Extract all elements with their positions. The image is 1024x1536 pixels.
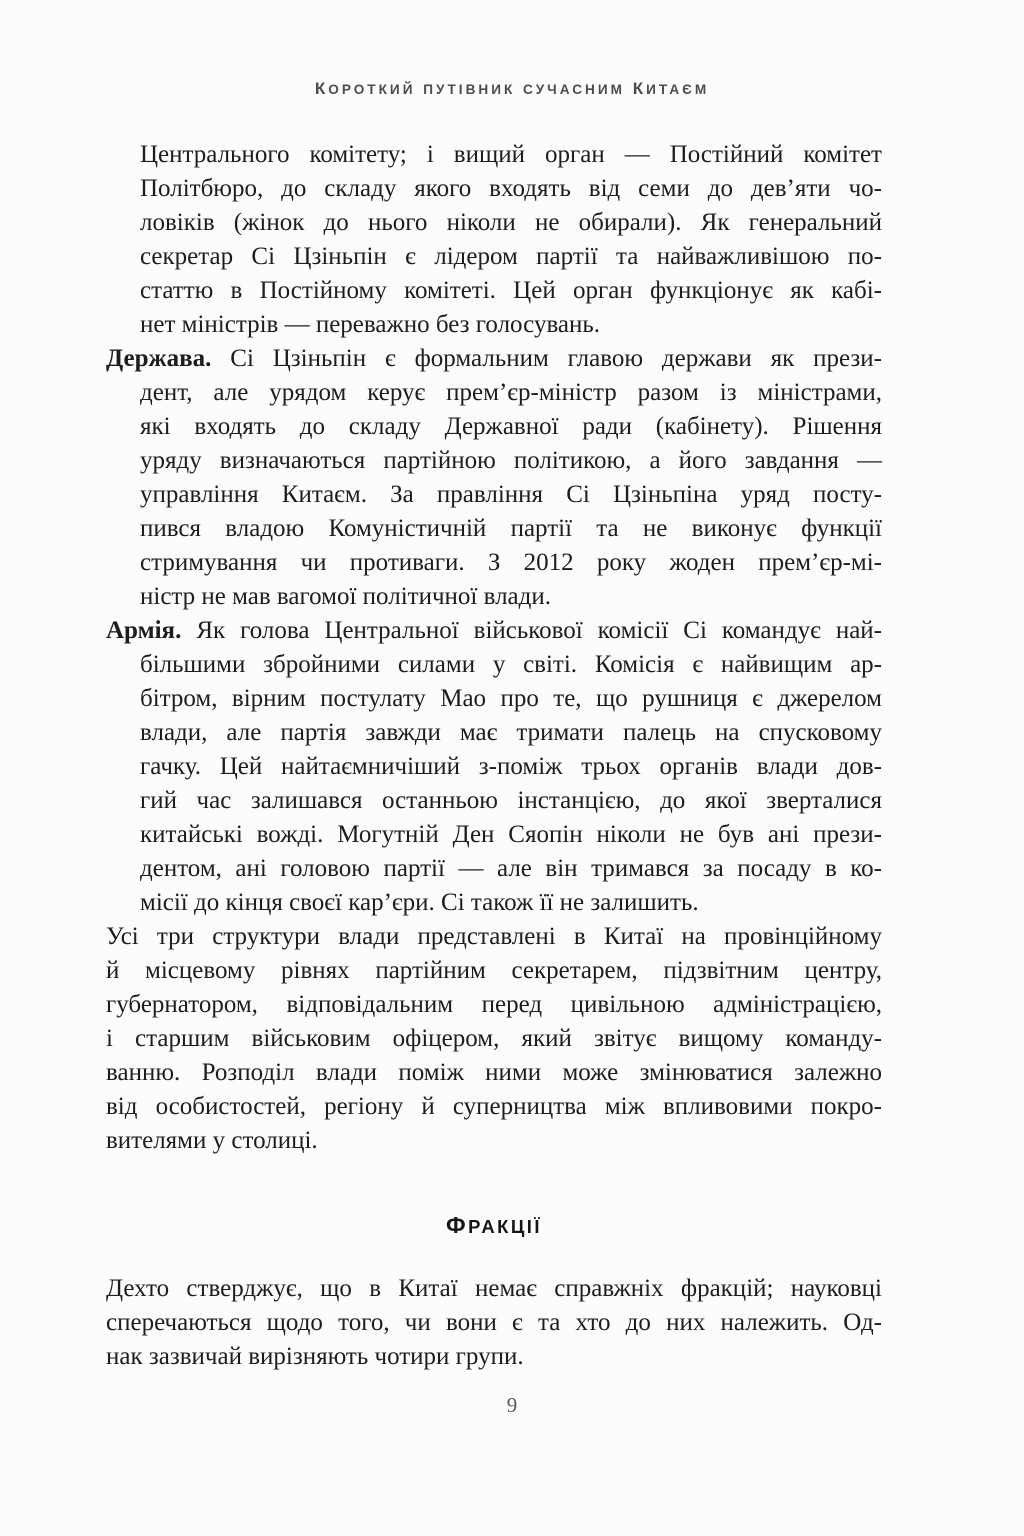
text-line: нак зазвичай вирізняють чотири групи. — [106, 1343, 524, 1370]
text-line: Дехто стверджує, що в Китаї немає справжніх фракцій; науковці — [106, 1275, 882, 1302]
text-line: секретар Сі Цзіньпін є лідером партії та найважливішою по- — [140, 243, 882, 270]
paragraph-three-structures — [106, 920, 882, 1158]
text-line: Політбюро, до складу якого входять від семи до дев’яти чо- — [140, 175, 882, 202]
text-line: які входять до складу Державної ради (кабінету). Рішення — [140, 413, 882, 440]
text-line: гачку. Цей найтаємничіший з-поміж трьох органів влади дов- — [140, 753, 882, 780]
text-line: і старшим військовим офіцером, який звітує вищому команду- — [106, 1025, 882, 1052]
text-line: Армія. Як голова Центральної військової комісії Сі командує най- — [106, 617, 882, 644]
text-line: уряду визначаються партійною політикою, а його завдання — — [140, 447, 882, 474]
entry-label: Держава. — [106, 345, 212, 372]
running-header: КОРОТКИЙ ПУТІВНИК СУЧАСНИМ КИТАЄМ — [314, 79, 710, 98]
text-line: від особистостей, регіону й суперництва між впливовими покро- — [106, 1093, 882, 1120]
section-heading-fractions: ФРАКЦІЇ — [446, 1212, 542, 1238]
text-line: нет міністрів — переважно без голосувань. — [140, 311, 601, 338]
entry-label: Армія. — [106, 617, 182, 644]
text-line: китайські вожді. Могутній Ден Сяопін ніколи не був ані прези- — [140, 821, 882, 848]
entry-armiia — [106, 614, 882, 920]
text-line: гий час залишався останньою інстанцією, до якої зверталися — [140, 787, 882, 814]
text-line: місії до кінця своєї кар’єри. Сі також її не залишить. — [140, 889, 699, 916]
text-line: ністр не мав вагомої політичної влади. — [140, 583, 551, 610]
text-line: й місцевому рівнях партійним секретарем, підзвітним центру, — [106, 957, 882, 984]
text-line: дент, але урядом керує прем’єр-міністр разом із міністрами, — [140, 379, 882, 406]
text-line: губернатором, відповідальним перед цивільною адміністрацією, — [106, 991, 882, 1018]
text-line: Усі три структури влади представлені в Китаї на провінційному — [106, 923, 882, 950]
text-line: статтю в Постійному комітеті. Цей орган функціонує як кабі- — [140, 277, 882, 304]
text-line: ванню. Розподіл влади поміж ними може змінюватися залежно — [106, 1059, 882, 1086]
paragraph-factions-intro — [106, 1272, 882, 1374]
text-line: Держава. Сі Цзіньпін є формальним главою держави як прези- — [106, 345, 882, 372]
text-line: влади, але партія завжди має тримати палець на спусковому — [140, 719, 882, 746]
text-line: Центрального комітету; і вищий орган — Постійний комітет — [140, 141, 882, 168]
text-column — [106, 138, 882, 1374]
text-line: бітром, вірним постулату Мао про те, що рушниця є джерелом — [140, 685, 882, 712]
entry-derzhava — [106, 342, 882, 614]
text-line: ловіків (жінок до нього ніколи не обирали). Як генеральний — [140, 209, 882, 236]
text-line: управління Китаєм. За правління Сі Цзіньпіна уряд посту- — [140, 481, 882, 508]
text-line: вителями у столиці. — [106, 1127, 318, 1154]
text-line: сперечаються щодо того, чи вони є та хто до них належить. Од- — [106, 1309, 882, 1336]
text-line: стримування чи противаги. З 2012 року жоден прем’єр-мі- — [140, 549, 882, 576]
text-line: більшими збройними силами у світі. Комісія є найвищим ар- — [140, 651, 882, 678]
paragraph-politburo-continued — [106, 138, 882, 342]
text-line: дентом, ані головою партії — але він тримався за посаду в ко- — [140, 855, 882, 882]
page-number: 9 — [506, 1393, 518, 1417]
text-line: пився владою Комуністичній партії та не виконує функції — [140, 515, 882, 542]
